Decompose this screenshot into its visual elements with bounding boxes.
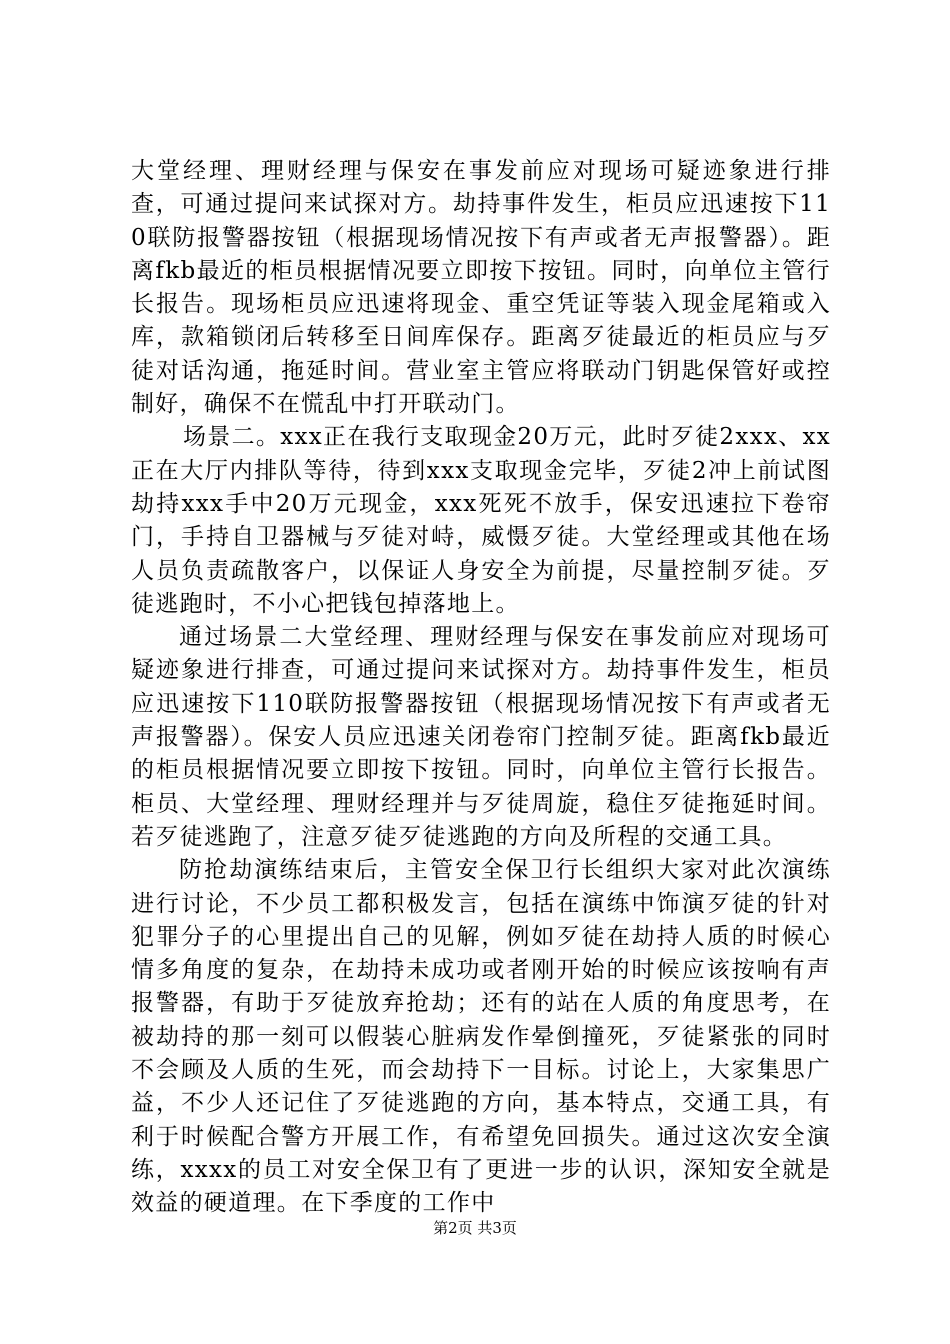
paragraph-3: 通过场景二大堂经理、理财经理与保安在事发前应对现场可疑迹象进行排查，可通过提问来试探对方。劫持事件发生，柜员应迅速按下110联防报警器按钮（根据现场情况按下有声或者无声报警器）。保安人员应迅速关闭卷帘门控制歹徒。距离fkb最近的柜员根据情况要立即按下按钮。同时，向单位主管行长报告。柜员、大堂经理、理财经理并与歹徒周旋，稳住歹徒拖延时间。若歹徒逃跑了，注意歹徒歹徒逃跑的方向及所程的交通工具。 (131, 624, 831, 850)
document-body (131, 155, 831, 1221)
paragraph-1: 大堂经理、理财经理与保安在事发前应对现场可疑迹象进行排查，可通过提问来试探对方。劫持事件发生，柜员应迅速按下110联防报警器按钮（根据现场情况按下有声或者无声报警器）。距离fkb最近的柜员根据情况要立即按下按钮。同时，向单位主管行长报告。现场柜员应迅速将现金、重空凭证等装入现金尾箱或入库，款箱锁闭后转移至日间库保存。距离歹徒最近的柜员应与歹徒对话沟通，拖延时间。营业室主管应将联动门钥匙保管好或控制好，确保不在慌乱中打开联动门。 (131, 158, 831, 418)
paragraph-4: 防抢劫演练结束后，主管安全保卫行长组织大家对此次演练进行讨论，不少员工都积极发言，包括在演练中饰演歹徒的针对犯罪分子的心里提出自己的见解，例如歹徒在劫持人质的时候心情多角度的复杂，在劫持未成功或者刚开始的时候应该按响有声报警器，有助于歹徒放弃抢劫；还有的站在人质的角度思考，在被劫持的那一刻可以假装心脏病发作晕倒撞死，歹徒紧张的同时不会顾及人质的生死，而会劫持下一目标。讨论上，大家集思广益，不少人还记住了歹徒逃跑的方向，基本特点，交通工具，有利于时候配合警方开展工作，有希望免回损失。通过这次安全演练，xxxx的员工对安全保卫有了更进一步的认识，深知安全就是效益的硬道理。在下季度的工作中 (131, 857, 831, 1217)
paragraph-2: 场景二。xxx正在我行支取现金20万元，此时歹徒2xxx、xx正在大厅内排队等待，待到xxx支取现金完毕，歹徒2冲上前试图劫持xxx手中20万元现金，xxx死死不放手，保安迅速拉下卷帘门，手持自卫器械与歹徒对峙，威慑歹徒。大堂经理或其他在场人员负责疏散客户，以保证人身安全为前提，尽量控制歹徒。歹徒逃跑时，不小心把钱包掉落地上。 (131, 424, 831, 617)
page-footer: 第2页 共3页 (433, 1219, 517, 1237)
